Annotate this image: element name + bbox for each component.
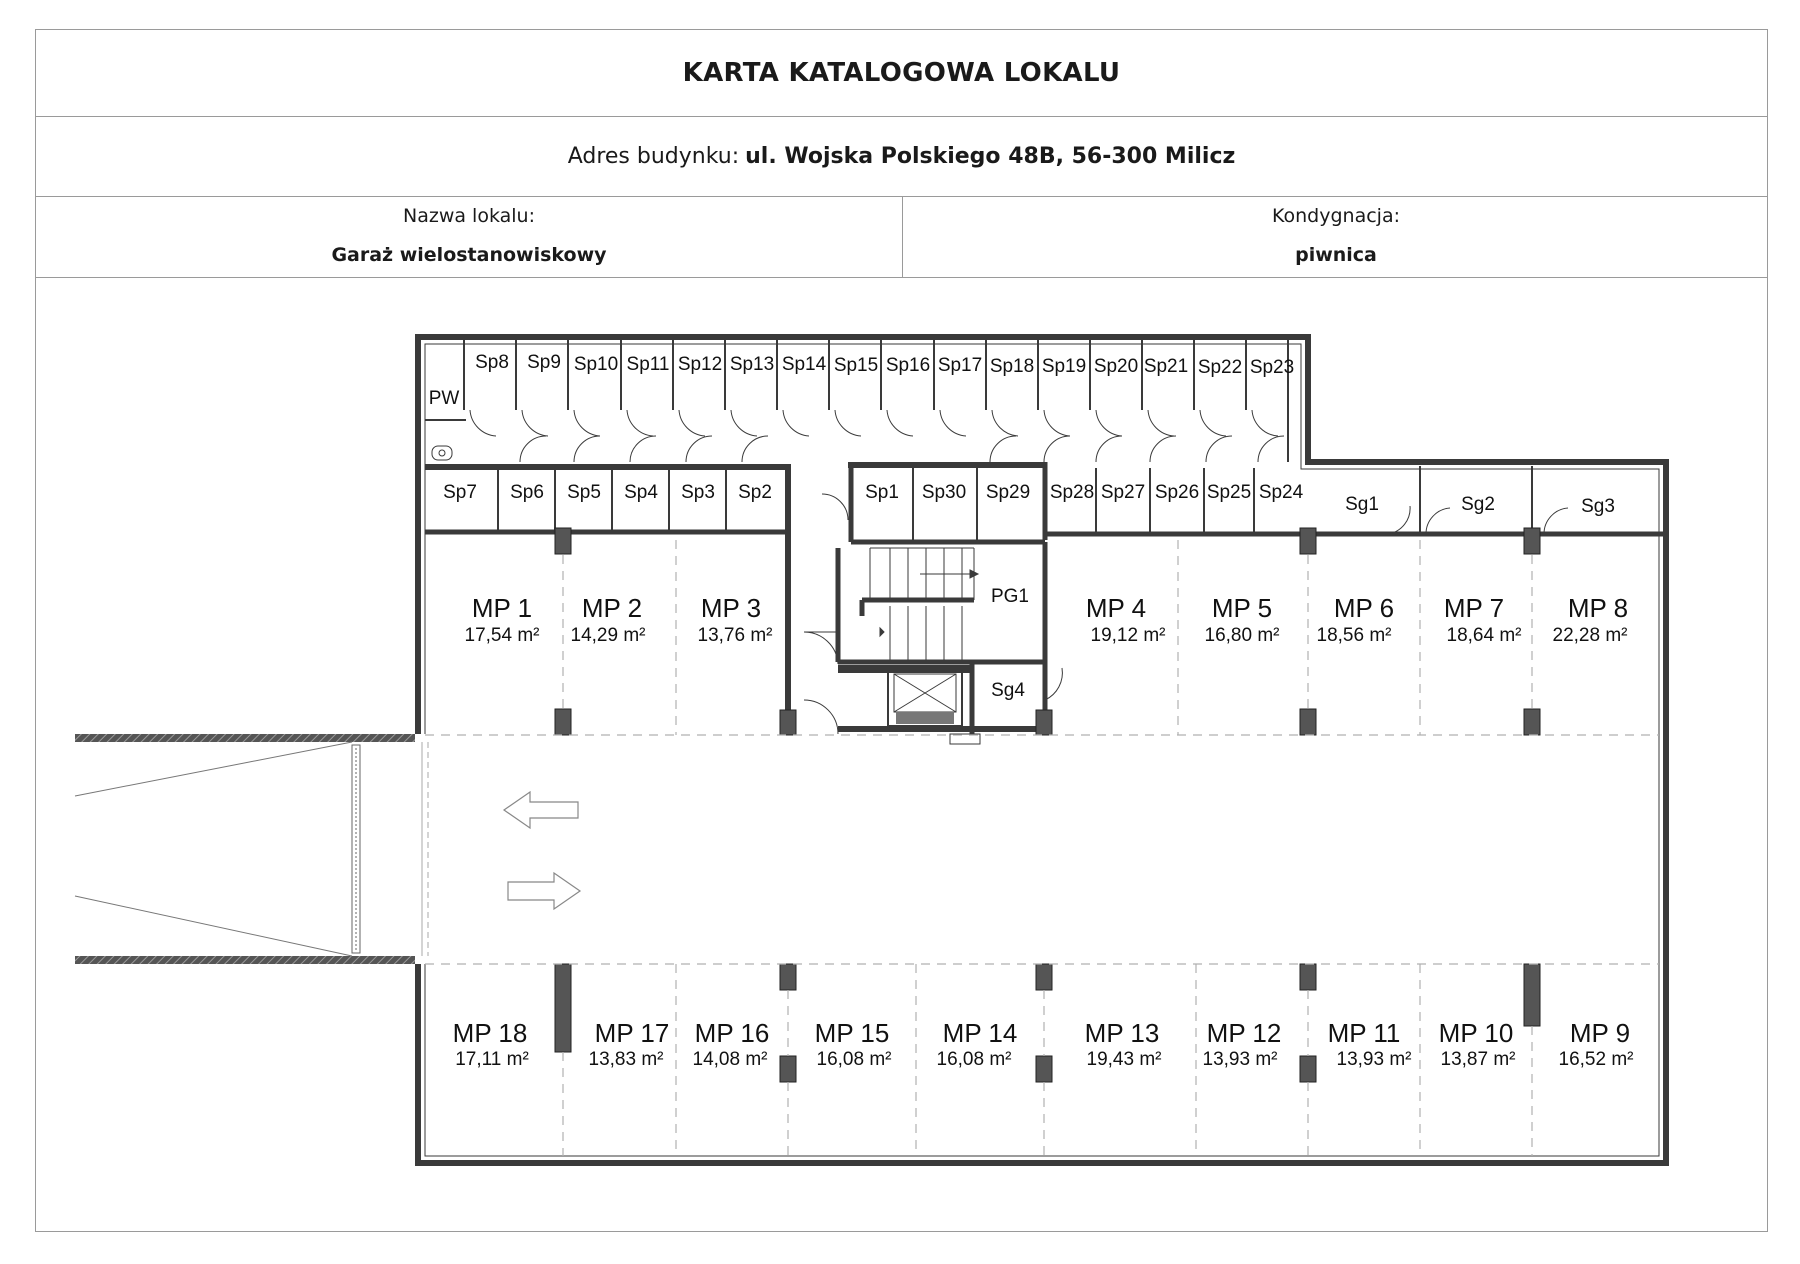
storage-label: Sp21 bbox=[1143, 356, 1189, 377]
storage-label: Sp14 bbox=[781, 354, 827, 375]
storage-label: Sp20 bbox=[1093, 356, 1139, 377]
storage-label: Sp19 bbox=[1041, 356, 1087, 377]
parking-space-name: MP 3 bbox=[700, 593, 762, 623]
parking-space-area: 19,43 m² bbox=[1086, 1049, 1162, 1070]
parking-space-name: MP 17 bbox=[594, 1018, 670, 1048]
parking-space-area: 13,87 m² bbox=[1440, 1049, 1516, 1070]
storage-label: Sp6 bbox=[510, 482, 544, 503]
storage-label: Sp15 bbox=[833, 355, 879, 376]
parking-space-area: 13,93 m² bbox=[1336, 1049, 1412, 1070]
storage-label: Sp27 bbox=[1100, 482, 1146, 503]
parking-space-name: MP 9 bbox=[1569, 1018, 1631, 1048]
parking-space-name: MP 8 bbox=[1567, 593, 1629, 623]
parking-space-name: MP 2 bbox=[581, 593, 643, 623]
entrance-ramp bbox=[75, 734, 428, 964]
parking-space-area: 13,83 m² bbox=[588, 1049, 664, 1070]
storage-label: Sp7 bbox=[443, 482, 477, 503]
storage-label: Sp5 bbox=[567, 482, 601, 503]
room-label-pg1: PG1 bbox=[990, 586, 1030, 607]
parking-space-area: 14,08 m² bbox=[692, 1049, 768, 1070]
storage-label: Sp16 bbox=[885, 355, 931, 376]
storage-label: Sp8 bbox=[475, 352, 509, 373]
storage-label: Sp2 bbox=[738, 482, 772, 503]
storage-label: Sp13 bbox=[729, 354, 775, 375]
parking-space-area: 13,93 m² bbox=[1202, 1049, 1278, 1070]
parking-space-name: MP 1 bbox=[471, 593, 533, 623]
storage-label: Sp17 bbox=[937, 355, 983, 376]
room-label-pw: PW bbox=[428, 388, 460, 409]
storage-label: Sp24 bbox=[1258, 482, 1304, 503]
parking-space-name: MP 15 bbox=[814, 1018, 890, 1048]
garage-label: Sg1 bbox=[1345, 494, 1379, 515]
parking-space-area: 18,64 m² bbox=[1446, 625, 1522, 646]
parking-space-name: MP 12 bbox=[1206, 1018, 1282, 1048]
garage-label: Sg3 bbox=[1581, 496, 1615, 517]
parking-space-area: 16,08 m² bbox=[816, 1049, 892, 1070]
parking-space-name: MP 7 bbox=[1443, 593, 1505, 623]
parking-space-name: MP 14 bbox=[942, 1018, 1018, 1048]
storage-label: Sp25 bbox=[1206, 482, 1252, 503]
storage-label: Sp23 bbox=[1249, 357, 1295, 378]
garage-label: Sg4 bbox=[991, 680, 1025, 701]
storage-label: Sp11 bbox=[626, 354, 670, 375]
stair-core bbox=[804, 542, 1062, 744]
storage-label: Sp3 bbox=[681, 482, 715, 503]
entry-arrow-icon bbox=[508, 873, 580, 909]
parking-space-area: 16,08 m² bbox=[936, 1049, 1012, 1070]
storage-label: Sp22 bbox=[1197, 357, 1243, 378]
storage-label: Sp12 bbox=[677, 354, 723, 375]
parking-space-area: 17,54 m² bbox=[464, 625, 540, 646]
title-text: KARTA KATALOGOWA LOKALU bbox=[682, 58, 1121, 88]
address-value: ul. Wojska Polskiego 48B, 56-300 Milicz bbox=[745, 144, 1236, 169]
unit-name-label: Nazwa lokalu: bbox=[403, 205, 535, 227]
storage-label: Sp9 bbox=[527, 352, 561, 373]
parking-space-area: 19,12 m² bbox=[1090, 625, 1166, 646]
parking-space-area: 16,52 m² bbox=[1558, 1049, 1634, 1070]
exit-arrow-icon bbox=[504, 792, 578, 828]
parking-space-name: MP 6 bbox=[1333, 593, 1395, 623]
storage-label: Sp29 bbox=[985, 482, 1031, 503]
parking-space-name: MP 16 bbox=[694, 1018, 770, 1048]
parking-space-area: 22,28 m² bbox=[1552, 625, 1628, 646]
parking-space-name: MP 18 bbox=[452, 1018, 528, 1048]
floor-label: Kondygnacja: bbox=[1272, 205, 1400, 227]
parking-space-area: 16,80 m² bbox=[1204, 625, 1280, 646]
storage-label: Sp30 bbox=[921, 482, 967, 503]
floor-value: piwnica bbox=[1295, 244, 1377, 266]
parking-space-name: MP 10 bbox=[1438, 1018, 1514, 1048]
parking-space-area: 17,11 m² bbox=[455, 1049, 529, 1070]
storage-label: Sp1 bbox=[865, 482, 899, 503]
storage-label: Sp26 bbox=[1154, 482, 1200, 503]
address-label: Adres budynku: bbox=[567, 144, 740, 169]
parking-space-area: 14,29 m² bbox=[570, 625, 646, 646]
unit-name-value: Garaż wielostanowiskowy bbox=[331, 244, 607, 266]
parking-space-name: MP 4 bbox=[1085, 593, 1147, 623]
parking-space-area: 18,56 m² bbox=[1316, 625, 1392, 646]
parking-space-area: 13,76 m² bbox=[697, 625, 773, 646]
storage-label: Sp4 bbox=[624, 482, 658, 503]
parking-space-name: MP 5 bbox=[1211, 593, 1273, 623]
storage-label: Sp18 bbox=[989, 356, 1035, 377]
parking-space-name: MP 13 bbox=[1084, 1018, 1160, 1048]
parking-space-name: MP 11 bbox=[1327, 1018, 1401, 1048]
storage-label: Sp10 bbox=[573, 354, 619, 375]
garage-label: Sg2 bbox=[1461, 494, 1495, 515]
traffic-arrows bbox=[504, 792, 580, 909]
storage-label: Sp28 bbox=[1049, 482, 1095, 503]
